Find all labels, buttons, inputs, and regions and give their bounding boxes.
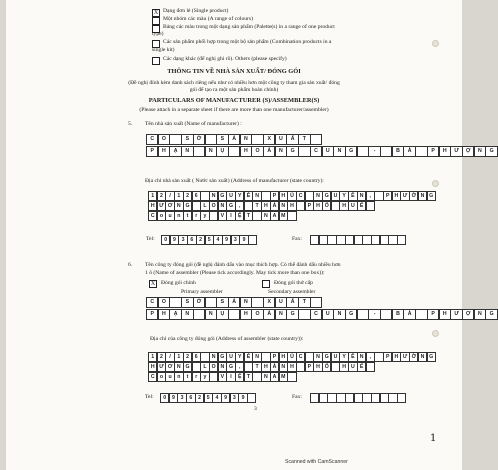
char-cell: N [252, 191, 261, 201]
char-cell: U [348, 362, 357, 372]
char-cell: V [218, 372, 227, 382]
char-cell: T [252, 362, 261, 372]
char-cell: Ạ [169, 309, 181, 320]
char-cell: N [205, 309, 217, 320]
char-cell: H [313, 201, 322, 211]
char-cell: U [275, 297, 287, 308]
section6-fax-label: Fax: [292, 394, 302, 400]
char-cell: 1 [148, 191, 157, 201]
char-cell [366, 201, 375, 211]
char-cell: X [263, 134, 275, 145]
char-cell: N [181, 309, 193, 320]
product-type-option-label: Dạng đơn lẻ (Single product) [163, 8, 229, 14]
char-cell: G [322, 352, 331, 362]
char-cell: Ệ [235, 211, 244, 221]
section6-address-label: Địa chỉ của công ty đóng gói (Address of assembler (state country)): [150, 336, 304, 342]
char-cell: N [181, 146, 193, 157]
char-cell: C [296, 352, 305, 362]
char-cell [228, 309, 240, 320]
char-cell: 9 [222, 235, 231, 245]
page-corner-mark: 1 [430, 433, 437, 444]
char-cell: Ư [157, 201, 166, 211]
char-cell: H [279, 191, 288, 201]
char-cell: 0 [160, 393, 169, 403]
char-cell: Y [235, 191, 244, 201]
section5-address-row-1[interactable] [148, 191, 435, 201]
section5-fax-label: Fax: [292, 236, 302, 242]
char-cell: I [226, 372, 235, 382]
product-type-option-label: Các dạng khác (để nghị ghi rõ). Others (please specify) [163, 56, 287, 62]
char-cell [366, 362, 375, 372]
char-cell: H [240, 146, 252, 157]
char-cell: Ở [193, 134, 205, 145]
subheading-vi-1: (Đề nghị đính kèm danh sách riêng nếu như có nhiều hơn một công ty tham gia sản xuất/ đóng [128, 80, 340, 86]
char-cell: t [183, 211, 192, 221]
char-cell: N [313, 352, 322, 362]
char-cell: M [279, 372, 288, 382]
char-cell: H [439, 146, 451, 157]
char-cell: N [474, 146, 486, 157]
char-cell: P [146, 146, 158, 157]
char-cell [193, 309, 205, 320]
section5-address-row-2[interactable] [148, 201, 374, 211]
char-cell: C [148, 211, 157, 221]
char-cell: C [146, 134, 158, 145]
char-cell: Ơ [165, 362, 174, 372]
char-cell: G [345, 309, 357, 320]
char-cell: N [209, 191, 218, 201]
char-cell: N [261, 211, 270, 221]
char-cell: U [275, 134, 287, 145]
char-cell: C [146, 297, 158, 308]
char-cell: O [209, 201, 218, 211]
char-cell: U [331, 191, 340, 201]
char-cell: À [403, 146, 415, 157]
char-cell: Ố [322, 201, 331, 211]
char-cell: G [427, 352, 436, 362]
char-cell: O [158, 297, 170, 308]
char-cell [251, 297, 263, 308]
char-cell: H [158, 146, 170, 157]
product-type-checkbox[interactable]: X [153, 9, 159, 16]
char-cell: , [366, 352, 375, 362]
char-cell: 6 [187, 235, 196, 245]
char-cell: 6 [186, 393, 195, 403]
char-cell: N [275, 146, 287, 157]
section6-tel-label: Tel: [145, 394, 154, 400]
char-cell: N [240, 297, 252, 308]
char-cell: N [279, 362, 288, 372]
char-cell: I [226, 211, 235, 221]
char-cell: H [148, 362, 157, 372]
section6-address-row-2[interactable] [148, 362, 374, 372]
section5-tel-label: Tel: [146, 236, 155, 242]
char-cell: P [146, 309, 158, 320]
char-cell [415, 146, 427, 157]
char-cell: Ạ [169, 146, 181, 157]
char-cell: Ê [348, 352, 357, 362]
char-cell: 6 [192, 191, 201, 201]
char-cell [248, 235, 257, 245]
char-cell: Y [235, 352, 244, 362]
char-cell [228, 146, 240, 157]
char-cell: / [165, 191, 174, 201]
char-cell: G [286, 309, 298, 320]
char-cell: r [192, 372, 201, 382]
char-cell: G [485, 309, 497, 320]
char-cell [169, 297, 181, 308]
char-cell: O [251, 146, 263, 157]
char-cell [287, 211, 296, 221]
product-type-option-label: Một nhóm các màu (A range of colours) [163, 16, 253, 22]
char-cell: P [270, 352, 279, 362]
section5-fax-field[interactable] [310, 235, 406, 245]
char-cell: O [209, 362, 218, 372]
char-cell: N [333, 146, 345, 157]
char-cell: N [218, 201, 227, 211]
product-type-option-label: Bảng các màu trong một dạng sản phẩm (Palette(s) in a range of one product [163, 24, 335, 30]
binder-hole [432, 40, 439, 47]
char-cell: G [218, 191, 227, 201]
char-cell [357, 309, 369, 320]
char-cell: Ố [322, 362, 331, 372]
char-cell: N [218, 362, 227, 372]
char-cell: Ả [228, 297, 240, 308]
page-number: 3 [254, 406, 257, 412]
char-cell: Ú [287, 352, 296, 362]
char-cell: 2 [157, 352, 166, 362]
char-cell: N [357, 352, 366, 362]
char-cell: 9 [239, 235, 248, 245]
product-type-option-label: Các sản phẩm phối hợp trong một bộ sản phẩm (Combination products in a [163, 39, 332, 45]
subheading-vi-2: gói để tạo ra một sản phẩm hoàn chỉnh) [189, 87, 279, 93]
product-type-checkbox[interactable] [152, 17, 160, 25]
section5-address-row-3[interactable] [148, 211, 296, 221]
binder-hole [432, 330, 439, 337]
char-cell: G [218, 352, 227, 362]
char-cell: u [165, 211, 174, 221]
char-cell: G [427, 191, 436, 201]
char-cell: P [270, 191, 279, 201]
char-cell: , [235, 201, 244, 211]
char-cell: Ú [287, 191, 296, 201]
secondary-assembler-checkbox[interactable] [262, 280, 270, 288]
char-cell: H [392, 191, 401, 201]
char-cell [380, 309, 392, 320]
primary-assembler-caption: Primary assembler [181, 289, 223, 295]
scanner-footer: Scanned with CamScanner [285, 459, 348, 465]
char-cell: V [218, 211, 227, 221]
char-cell: Ấ [286, 297, 298, 308]
char-cell: Ụ [216, 309, 228, 320]
char-cell: À [403, 309, 415, 320]
subheading-en: (Please attach in a separate sheet if there are more than one manufacturer/assembler) [139, 107, 329, 113]
fax-digit-cell [397, 393, 406, 403]
binder-hole [432, 180, 439, 187]
char-cell: Ư [450, 309, 462, 320]
char-cell: C [148, 372, 157, 382]
char-cell: A [270, 372, 279, 382]
char-cell: n [174, 211, 183, 221]
char-cell: L [200, 201, 209, 211]
char-cell: X [263, 297, 275, 308]
char-cell: N [209, 352, 218, 362]
char-cell: G [286, 146, 298, 157]
char-cell: N [261, 372, 270, 382]
char-cell [251, 134, 263, 145]
char-cell: Ờ [409, 191, 418, 201]
secondary-assembler-caption: Secondary assembler [268, 289, 316, 295]
char-cell: Ễ [244, 191, 253, 201]
char-cell: u [165, 372, 174, 382]
char-cell: Ờ [409, 352, 418, 362]
char-cell: P [427, 309, 439, 320]
char-cell: N [252, 352, 261, 362]
section5-name-row-2[interactable] [146, 146, 497, 157]
char-cell [298, 146, 310, 157]
char-cell: Ư [157, 362, 166, 372]
char-cell: H [339, 362, 348, 372]
char-cell: T [298, 134, 310, 145]
char-cell: U [322, 309, 334, 320]
char-cell: Y [339, 191, 348, 201]
char-cell: Ơ [165, 201, 174, 211]
char-cell: G [183, 201, 192, 211]
char-cell: G [183, 362, 192, 372]
char-cell: N [313, 191, 322, 201]
char-cell: U [322, 146, 334, 157]
product-type-option-label: type) [152, 31, 164, 37]
char-cell [287, 372, 296, 382]
char-cell: r [192, 211, 201, 221]
char-cell: S [181, 297, 193, 308]
char-cell: - [368, 146, 380, 157]
section5-number: 5. [128, 121, 133, 127]
char-cell: N [474, 309, 486, 320]
section6-intro-2: 1 ô (Name of assembler (Please tick accordingly. May tick more than one box)): [145, 270, 325, 276]
char-cell: H [439, 309, 451, 320]
document-page [6, 0, 494, 470]
char-cell [310, 134, 322, 145]
char-cell: o [157, 211, 166, 221]
section5-name-row-1[interactable] [146, 134, 322, 145]
char-cell: P [305, 362, 314, 372]
char-cell: y [200, 372, 209, 382]
char-cell: 3 [178, 235, 187, 245]
heading-vi: THÔNG TIN VỀ NHÀ SẢN XUẤT/ ĐÓNG GÓI [167, 68, 301, 75]
char-cell: O [251, 309, 263, 320]
char-cell: T [252, 201, 261, 211]
char-cell: / [165, 352, 174, 362]
char-cell: , [235, 362, 244, 372]
char-cell: 5 [205, 235, 214, 245]
char-cell: Ư [450, 146, 462, 157]
char-cell: Ợ [462, 309, 474, 320]
char-cell: G [226, 362, 235, 372]
char-cell [298, 309, 310, 320]
char-cell: 2 [183, 352, 192, 362]
char-cell: H [261, 362, 270, 372]
char-cell: y [200, 211, 209, 221]
char-cell: N [174, 362, 183, 372]
char-cell: 3 [230, 393, 239, 403]
char-cell: H [339, 201, 348, 211]
section6-name-row-2[interactable] [146, 309, 497, 320]
char-cell: 9 [238, 393, 247, 403]
char-cell: 5 [204, 393, 213, 403]
char-cell: 2 [195, 393, 204, 403]
char-cell: G [226, 201, 235, 211]
char-cell: L [200, 362, 209, 372]
char-cell: 2 [183, 191, 192, 201]
char-cell: À [263, 309, 275, 320]
char-cell: G [322, 191, 331, 201]
char-cell: A [270, 211, 279, 221]
char-cell: P [427, 146, 439, 157]
char-cell: H [240, 309, 252, 320]
section6-number: 6. [128, 262, 133, 268]
char-cell: C [310, 309, 322, 320]
char-cell: Ê [348, 191, 357, 201]
char-cell: G [485, 146, 497, 157]
char-cell: Ở [193, 297, 205, 308]
char-cell: S [181, 134, 193, 145]
product-type-option-label: single kit) [152, 47, 175, 53]
char-cell: B [392, 146, 404, 157]
char-cell [205, 297, 217, 308]
char-cell: N [275, 309, 287, 320]
char-cell: 6 [192, 352, 201, 362]
char-cell: T [298, 297, 310, 308]
heading-en: PARTICULARS OF MANUFACTURER (S)/ASSEMBLER(S) [148, 97, 320, 104]
char-cell: N [333, 309, 345, 320]
char-cell: o [157, 372, 166, 382]
char-cell: H [392, 352, 401, 362]
char-cell: T [244, 372, 253, 382]
section6-name-row-1[interactable] [146, 297, 322, 308]
char-cell: 1 [148, 352, 157, 362]
char-cell: M [279, 211, 288, 221]
char-cell: 3 [231, 235, 240, 245]
char-cell: H [158, 309, 170, 320]
char-cell: Ế [357, 201, 366, 211]
char-cell: 9 [221, 393, 230, 403]
char-cell: Ấ [286, 134, 298, 145]
char-cell: N [418, 352, 427, 362]
char-cell: C [296, 191, 305, 201]
char-cell: 1 [174, 191, 183, 201]
char-cell [310, 297, 322, 308]
char-cell: - [368, 309, 380, 320]
primary-assembler-option-label: Đóng gói chính [161, 280, 196, 286]
char-cell: À [270, 362, 279, 372]
char-cell: 9 [169, 393, 178, 403]
char-cell: G [345, 146, 357, 157]
char-cell: N [240, 134, 252, 145]
char-cell [415, 309, 427, 320]
char-cell: , [366, 191, 375, 201]
char-cell: H [148, 201, 157, 211]
char-cell: Ư [400, 191, 409, 201]
section5-address-label: Địa chỉ nhà sản xuất ( Nước sản xuất) (Address of manufacturer (state country): [145, 178, 324, 184]
char-cell: N [205, 146, 217, 157]
char-cell: 2 [196, 235, 205, 245]
section6-fax-field[interactable] [310, 393, 406, 403]
char-cell: N [279, 201, 288, 211]
char-cell: 2 [157, 191, 166, 201]
char-cell: S [216, 134, 228, 145]
char-cell: Ụ [216, 146, 228, 157]
section6-tel-field[interactable] [160, 393, 256, 403]
char-cell: P [383, 191, 392, 201]
char-cell: P [383, 352, 392, 362]
section5-tel-field[interactable] [161, 235, 257, 245]
char-cell: À [263, 146, 275, 157]
char-cell [247, 393, 256, 403]
char-cell: N [418, 191, 427, 201]
section6-address-row-1[interactable] [148, 352, 435, 362]
char-cell: Ế [357, 362, 366, 372]
char-cell [193, 146, 205, 157]
primary-assembler-checkbox[interactable]: X [150, 281, 156, 287]
secondary-assembler-option-label: Đóng gói thứ cấp [274, 280, 313, 286]
char-cell: H [313, 362, 322, 372]
product-type-checkbox[interactable] [152, 57, 160, 65]
char-cell: S [216, 297, 228, 308]
char-cell: N [357, 191, 366, 201]
char-cell: Ệ [235, 372, 244, 382]
char-cell: 9 [170, 235, 179, 245]
char-cell: 4 [212, 393, 221, 403]
char-cell: H [287, 362, 296, 372]
char-cell: n [174, 372, 183, 382]
section6-address-row-3[interactable] [148, 372, 296, 382]
char-cell: Y [339, 352, 348, 362]
char-cell: B [392, 309, 404, 320]
char-cell: Ợ [462, 146, 474, 157]
char-cell: Ễ [244, 352, 253, 362]
char-cell: N [174, 201, 183, 211]
char-cell: 0 [161, 235, 170, 245]
char-cell: t [183, 372, 192, 382]
char-cell [169, 134, 181, 145]
char-cell: U [226, 352, 235, 362]
char-cell [205, 134, 217, 145]
fax-digit-cell [397, 235, 406, 245]
char-cell: À [270, 201, 279, 211]
char-cell [380, 146, 392, 157]
char-cell [357, 146, 369, 157]
char-cell: 1 [174, 352, 183, 362]
char-cell: Ả [228, 134, 240, 145]
char-cell: H [261, 201, 270, 211]
char-cell: U [348, 201, 357, 211]
section6-intro-1: Tên công ty đóng gói (đề nghị đánh dấu vào mục thích hợp. Có thể đánh dấu nhiều hơn [145, 262, 341, 268]
char-cell: H [287, 201, 296, 211]
char-cell: U [226, 191, 235, 201]
char-cell: 4 [213, 235, 222, 245]
section5-name-label: Tên nhà sản xuất (Name of manufacturer) : [145, 121, 242, 127]
char-cell: C [310, 146, 322, 157]
char-cell: P [305, 201, 314, 211]
char-cell: H [279, 352, 288, 362]
char-cell: 3 [177, 393, 186, 403]
char-cell: O [158, 134, 170, 145]
char-cell: T [244, 211, 253, 221]
char-cell: Ư [400, 352, 409, 362]
char-cell: U [331, 352, 340, 362]
